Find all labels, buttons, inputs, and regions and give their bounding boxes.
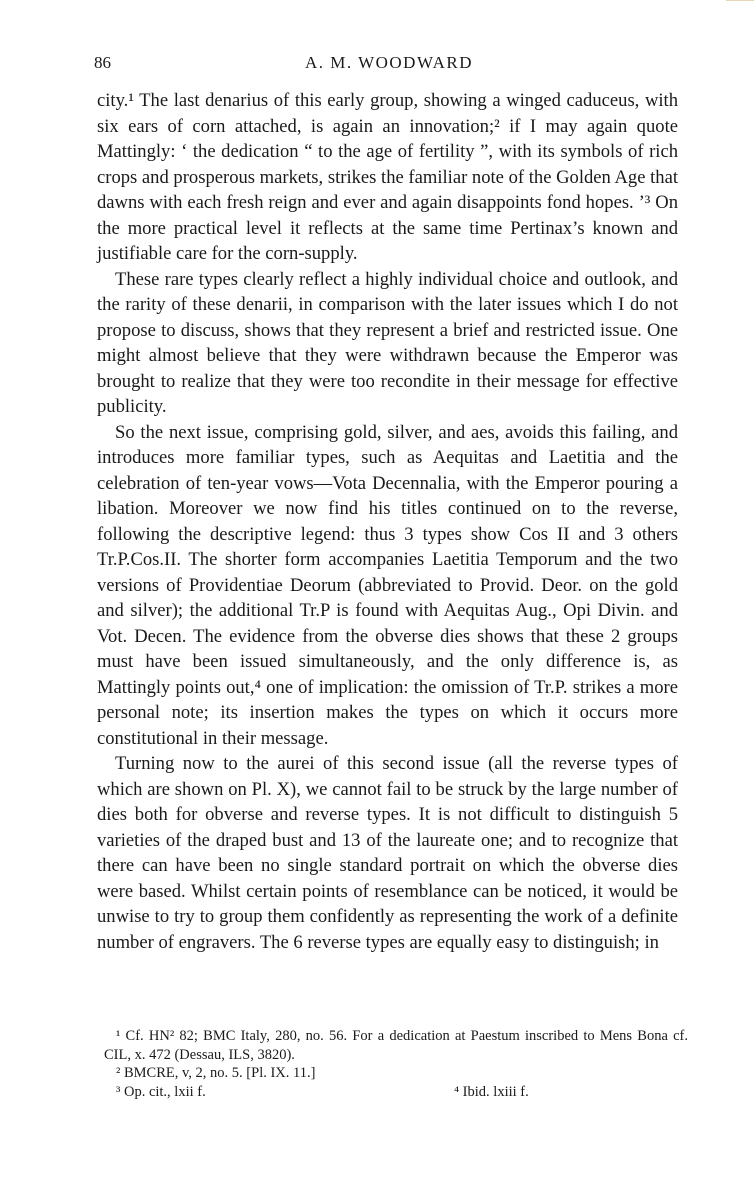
paragraph-2: These rare types clearly reflect a highly individual choice and outlook, and the rarity of these denarii, in comparison with the later issues which I do not propose to discuss, shows that they represent a brief and restricted issue. One might almost believe that they were withdrawn because the Emperor was brought to realize that they were too recondite in their message for effective publicity. — [97, 268, 678, 417]
paragraph-1: city.¹ The last denarius of this early group, showing a winged caduceus, with six ears of corn attached, is again an innovation;² if I may again quote Mattingly: ‘ the dedication “ to the age of fertility ”, with its symbols of rich crops and prosperous markets, strikes the familiar note of the Golden Age that dawns with each fresh reign and ever and again disappoints fond hopes. ’³ On the more practical level it reflects at the same time Pertinax’s known and justifiable care for the corn-supply. — [97, 90, 678, 264]
page-number: 86 — [94, 53, 111, 72]
footnote-1: ¹ Cf. HN² 82; BMC Italy, 280, no. 56. For a dedication at Paestum inscribed to Mens Bona cf. CIL, x. 472 (Dessau, ILS, 3820). — [104, 1028, 688, 1063]
running-head: A. M. WOODWARD — [304, 53, 473, 72]
page-header — [94, 53, 684, 79]
page-edge-mark — [726, 0, 754, 11]
footnote-2: ² BMCRE, v, 2, no. 5. [Pl. IX. 11.] — [116, 1065, 316, 1081]
footnotes — [104, 1027, 688, 1102]
paragraph-3: So the next issue, comprising gold, silver, and aes, avoids this failing, and introduces more familiar types, such as Aequitas and Laetitia and the celebration of ten-year vows—Vota Decennalia, with the Emperor pouring a libation. Moreover we now find his titles continued on to the reverse, following the descriptive legend: thus 3 types show Cos II and 3 others Tr.P.Cos.II. The shorter form accompanies Laetitia Temporum and the two versions of Providentiae Deorum (abbreviated to Provid. Deor. on the gold and silver); the additional Tr.P is found with Aequitas Aug., Opi Divin. and Vot. Decen. The evidence from the obverse dies shows that these 2 groups must have been issued simultaneously, and the only difference is, as Mattingly points out,⁴ one of implication: the omission of Tr.P. strikes a more personal note; its insertion makes the types on which it occurs more constitutional in their message. — [97, 421, 678, 749]
body-text — [97, 88, 678, 955]
footnote-3: ³ Op. cit., lxii f. — [116, 1083, 206, 1100]
footnote-4: ⁴ Ibid. lxiii f. — [454, 1083, 529, 1100]
footnote-row — [104, 1083, 688, 1102]
paragraph-4: Turning now to the aurei of this second issue (all the reverse types of which are shown on Pl. X), we cannot fail to be struck by the large number of dies both for obverse and reverse types. It is not difficult to distinguish 5 varieties of the draped bust and 13 of the laureate one; and to recognize that there can have been no single standard portrait on which the obverse dies were based. Whilst certain points of resemblance can be noticed, it would be unwise to try to group them confidently as representing the work of a definite number of engravers. The 6 reverse types are equally easy to distinguish; in — [97, 753, 678, 953]
